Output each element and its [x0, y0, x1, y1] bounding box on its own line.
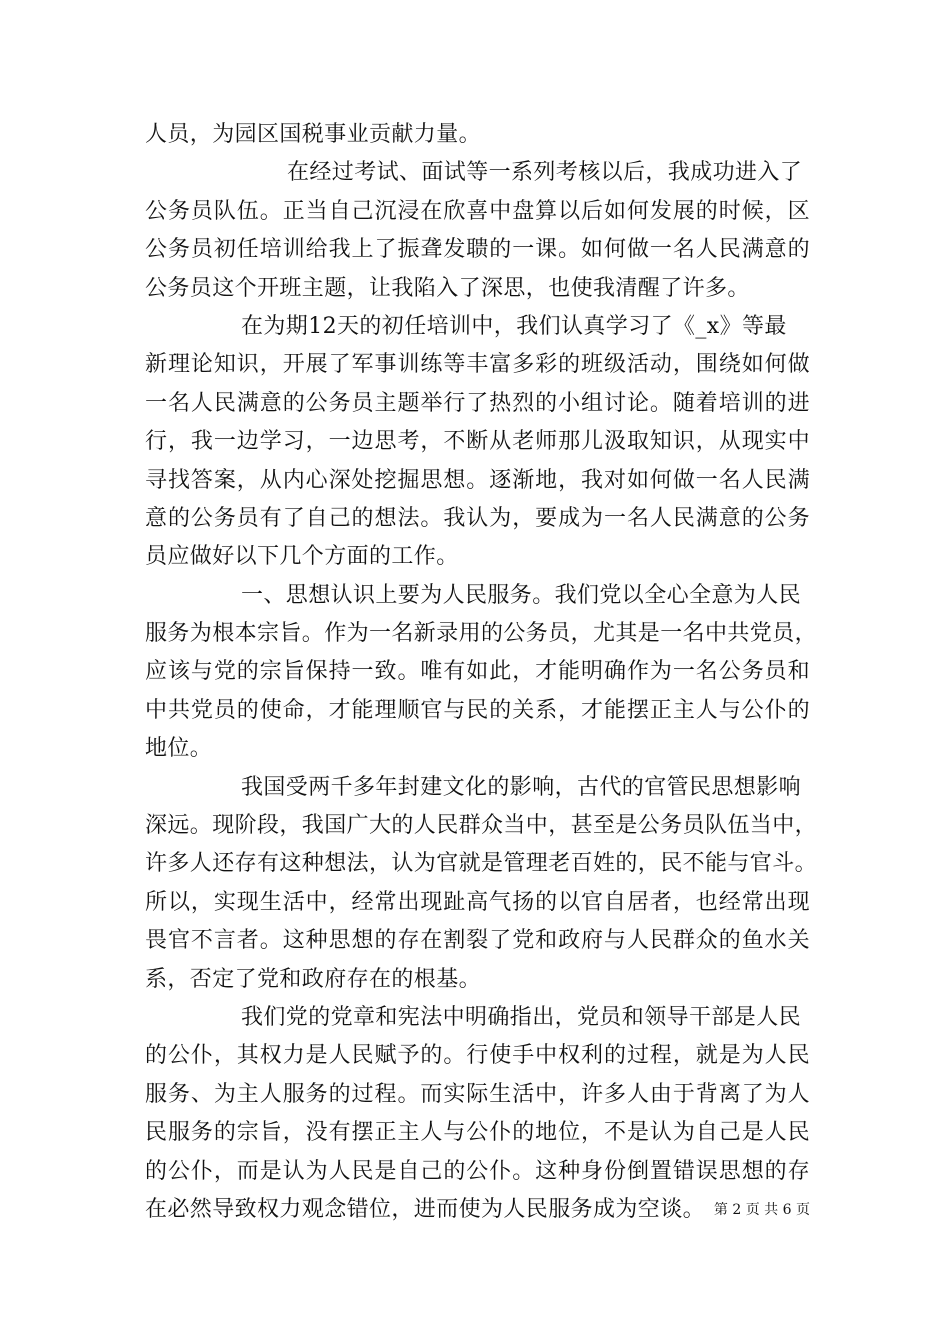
text-line: 一名人民满意的公务员主题举行了热烈的小组讨论。随着培训的进 [145, 390, 810, 416]
text-line: 人员，为园区国税事业贡献力量。 [145, 122, 482, 147]
text-line: 服务、为主人服务的过程。而实际生活中，许多人由于背离了为人 [145, 1081, 810, 1107]
text-line: 在必然导致权力观念错位，进而使为人民服务成为空谈。 [145, 1196, 706, 1222]
text-line: 行，我一边学习，一边思考，不断从老师那儿汲取知识，从现实中 [145, 429, 810, 455]
text-line: 公务员初任培训给我上了振聋发聩的一课。如何做一名人民满意的 [145, 237, 810, 263]
text-line: 中共党员的使命，才能理顺官与民的关系，才能摆正主人与公仆的 [145, 697, 810, 723]
text-line: 我们党的党章和宪法中明确指出，党员和领导干部是人民 [241, 1004, 802, 1030]
text-line: 畏官不言者。这种思想的存在割裂了党和政府与人民群众的鱼水关 [145, 928, 810, 954]
text-line: 公务员队伍。正当自己沉浸在欣喜中盘算以后如何发展的时候，区 [145, 198, 810, 224]
text-line: 一、思想认识上要为人民服务。我们党以全心全意为人民 [241, 582, 802, 608]
page-number: 第 2 页 共 6 页 [713, 1202, 810, 1218]
text-line: 新理论知识，开展了军事训练等丰富多彩的班级活动，围绕如何做 [145, 352, 810, 378]
text-line: 地位。 [145, 736, 213, 762]
text-line: 许多人还存有这种想法，认为官就是管理老百姓的，民不能与官斗。 [145, 851, 818, 877]
text-line: 寻找答案，从内心深处挖掘思想。逐渐地，我对如何做一名人民满 [145, 467, 810, 493]
text-line: 公务员这个开班主题，让我陷入了深思，也使我清醒了许多。 [145, 275, 750, 301]
text-line: 系，否定了党和政府存在的根基。 [145, 966, 482, 992]
text-line: 的公仆，而是认为人民是自己的公仆。这种身份倒置错误思想的存 [145, 1158, 810, 1184]
text-line: 所以，实现生活中，经常出现趾高气扬的以官自居者，也经常出现 [145, 889, 810, 915]
text-line: 我国受两千多年封建文化的影响，古代的官管民思想影响 [241, 774, 802, 800]
text-line: 的公仆，其权力是人民赋予的。行使手中权利的过程，就是为人民 [145, 1043, 810, 1069]
body-text [145, 116, 818, 1229]
text-line: 在为期12天的初任培训中，我们认真学习了《_x》等最 [241, 313, 787, 339]
text-line: 服务为根本宗旨。作为一名新录用的公务员，尤其是一名中共党员， [145, 621, 818, 647]
text-line: 意的公务员有了自己的想法。我认为，要成为一名人民满意的公务 [145, 505, 810, 531]
text-line: 应该与党的宗旨保持一致。唯有如此，才能明确作为一名公务员和 [145, 659, 810, 685]
text-line: 员应做好以下几个方面的工作。 [145, 544, 459, 570]
text-line: 民服务的宗旨，没有摆正主人与公仆的地位，不是认为自己是人民 [145, 1120, 810, 1146]
text-line: 深远。现阶段，我国广大的人民群众当中，甚至是公务员队伍当中， [145, 813, 818, 839]
text-line: 在经过考试、面试等一系列考核以后，我成功进入了 [287, 160, 803, 186]
